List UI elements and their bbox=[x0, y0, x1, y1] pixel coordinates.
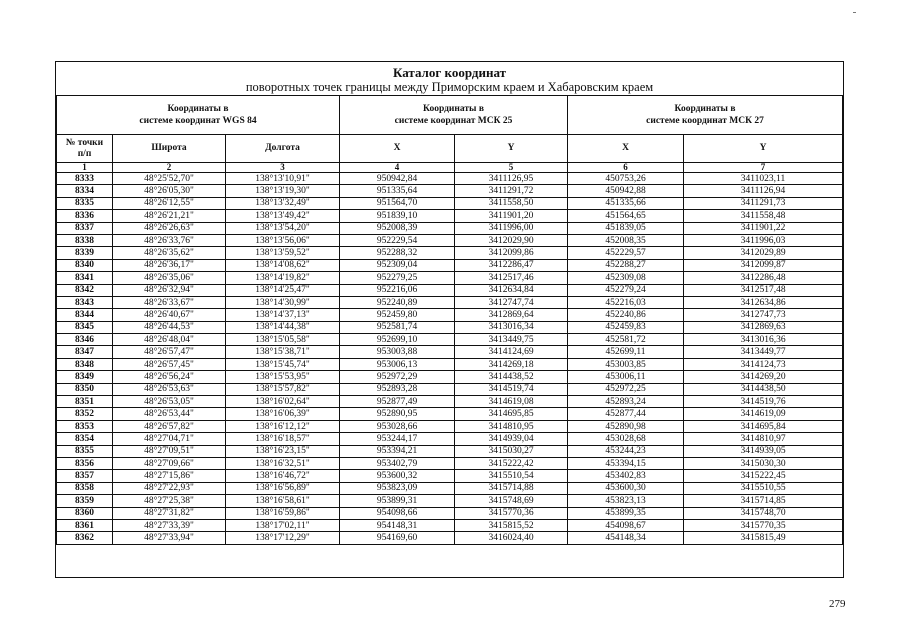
table-row bbox=[57, 334, 843, 346]
latitude-cell: 48°26'05,30" bbox=[113, 185, 226, 197]
x-msk27-cell: 452229,57 bbox=[568, 247, 684, 259]
system-header-wgs84: Координаты в системе координат WGS 84 bbox=[57, 96, 340, 135]
y-msk25-cell: 3414939,04 bbox=[455, 433, 568, 445]
x-msk25-cell: 952309,04 bbox=[340, 259, 455, 271]
table-row bbox=[57, 519, 843, 531]
x-msk25-cell: 952581,74 bbox=[340, 321, 455, 333]
column-header-y-msk27: Y bbox=[684, 135, 843, 163]
x-msk25-cell: 953003,88 bbox=[340, 346, 455, 358]
longitude-cell: 138°14'30,99" bbox=[226, 296, 340, 308]
y-msk27-cell: 3414519,76 bbox=[684, 396, 843, 408]
y-msk25-cell: 3412029,90 bbox=[455, 234, 568, 246]
y-msk25-cell: 3414810,95 bbox=[455, 420, 568, 432]
y-msk25-cell: 3411126,95 bbox=[455, 173, 568, 185]
y-msk27-cell: 3411996,03 bbox=[684, 234, 843, 246]
point-number-cell: 8358 bbox=[57, 482, 113, 494]
column-number-cell: 6 bbox=[568, 163, 684, 173]
table-row bbox=[57, 383, 843, 395]
point-number-cell: 8349 bbox=[57, 371, 113, 383]
longitude-cell: 138°15'05,58" bbox=[226, 334, 340, 346]
x-msk25-cell: 953823,09 bbox=[340, 482, 455, 494]
x-msk27-cell: 453402,83 bbox=[568, 470, 684, 482]
longitude-cell: 138°14'37,13" bbox=[226, 309, 340, 321]
latitude-cell: 48°26'35,62" bbox=[113, 247, 226, 259]
y-msk27-cell: 3415222,45 bbox=[684, 470, 843, 482]
longitude-cell: 138°16'18,57" bbox=[226, 433, 340, 445]
longitude-cell: 138°13'59,52" bbox=[226, 247, 340, 259]
longitude-cell: 138°16'46,72" bbox=[226, 470, 340, 482]
latitude-cell: 48°26'57,47" bbox=[113, 346, 226, 358]
x-msk27-cell: 453823,13 bbox=[568, 495, 684, 507]
x-msk25-cell: 952288,32 bbox=[340, 247, 455, 259]
x-msk27-cell: 453244,23 bbox=[568, 445, 684, 457]
longitude-cell: 138°16'58,61" bbox=[226, 495, 340, 507]
x-msk27-cell: 453003,85 bbox=[568, 358, 684, 370]
y-msk27-cell: 3415030,30 bbox=[684, 457, 843, 469]
y-msk25-cell: 3412286,47 bbox=[455, 259, 568, 271]
longitude-cell: 138°13'56,06" bbox=[226, 234, 340, 246]
point-number-cell: 8355 bbox=[57, 445, 113, 457]
x-msk27-cell: 453006,11 bbox=[568, 371, 684, 383]
x-msk27-cell: 452972,25 bbox=[568, 383, 684, 395]
y-msk27-cell: 3415714,85 bbox=[684, 495, 843, 507]
longitude-cell: 138°14'19,82" bbox=[226, 272, 340, 284]
table-row bbox=[57, 507, 843, 519]
longitude-cell: 138°16'56,89" bbox=[226, 482, 340, 494]
latitude-cell: 48°26'57,82" bbox=[113, 420, 226, 432]
point-number-cell: 8354 bbox=[57, 433, 113, 445]
column-number-cell: 4 bbox=[340, 163, 455, 173]
table-row bbox=[57, 457, 843, 469]
point-number-cell: 8351 bbox=[57, 396, 113, 408]
longitude-cell: 138°16'23,15" bbox=[226, 445, 340, 457]
longitude-cell: 138°14'44,38" bbox=[226, 321, 340, 333]
latitude-cell: 48°25'52,70" bbox=[113, 173, 226, 185]
x-msk27-cell: 454148,34 bbox=[568, 532, 684, 544]
y-msk25-cell: 3415030,27 bbox=[455, 445, 568, 457]
y-msk27-cell: 3412634,86 bbox=[684, 296, 843, 308]
y-msk25-cell: 3415748,69 bbox=[455, 495, 568, 507]
y-msk27-cell: 3414124,73 bbox=[684, 358, 843, 370]
table-row bbox=[57, 482, 843, 494]
longitude-cell: 138°16'12,12" bbox=[226, 420, 340, 432]
x-msk27-cell: 452008,35 bbox=[568, 234, 684, 246]
x-msk27-cell: 452890,98 bbox=[568, 420, 684, 432]
x-msk27-cell: 452877,44 bbox=[568, 408, 684, 420]
latitude-cell: 48°27'04,71" bbox=[113, 433, 226, 445]
table-row bbox=[57, 495, 843, 507]
x-msk25-cell: 953600,32 bbox=[340, 470, 455, 482]
latitude-cell: 48°26'48,04" bbox=[113, 334, 226, 346]
x-msk25-cell: 951564,70 bbox=[340, 197, 455, 209]
x-msk25-cell: 954098,66 bbox=[340, 507, 455, 519]
table-row bbox=[57, 272, 843, 284]
point-number-cell: 8357 bbox=[57, 470, 113, 482]
y-msk25-cell: 3415714,88 bbox=[455, 482, 568, 494]
point-number-cell: 8342 bbox=[57, 284, 113, 296]
y-msk25-cell: 3416024,40 bbox=[455, 532, 568, 544]
x-msk27-cell: 452581,72 bbox=[568, 334, 684, 346]
y-msk27-cell: 3414695,84 bbox=[684, 420, 843, 432]
x-msk25-cell: 953006,13 bbox=[340, 358, 455, 370]
x-msk27-cell: 451839,05 bbox=[568, 222, 684, 234]
x-msk27-cell: 452699,11 bbox=[568, 346, 684, 358]
x-msk25-cell: 951335,64 bbox=[340, 185, 455, 197]
latitude-cell: 48°26'53,05" bbox=[113, 396, 226, 408]
y-msk27-cell: 3411023,11 bbox=[684, 173, 843, 185]
y-msk25-cell: 3412869,64 bbox=[455, 309, 568, 321]
y-msk27-cell: 3412099,87 bbox=[684, 259, 843, 271]
x-msk25-cell: 951839,10 bbox=[340, 210, 455, 222]
x-msk27-cell: 451335,66 bbox=[568, 197, 684, 209]
system-header-msk27: Координаты в системе координат МСК 27 bbox=[568, 96, 843, 135]
x-msk27-cell: 452288,27 bbox=[568, 259, 684, 271]
point-number-cell: 8359 bbox=[57, 495, 113, 507]
x-msk25-cell: 953899,31 bbox=[340, 495, 455, 507]
latitude-cell: 48°26'57,45" bbox=[113, 358, 226, 370]
y-msk27-cell: 3411558,48 bbox=[684, 210, 843, 222]
y-msk25-cell: 3411901,20 bbox=[455, 210, 568, 222]
table-row bbox=[57, 358, 843, 370]
y-msk27-cell: 3412286,48 bbox=[684, 272, 843, 284]
table-row bbox=[57, 185, 843, 197]
point-number-cell: 8361 bbox=[57, 519, 113, 531]
latitude-cell: 48°26'44,53" bbox=[113, 321, 226, 333]
table-row bbox=[57, 396, 843, 408]
point-number-cell: 8348 bbox=[57, 358, 113, 370]
x-msk27-cell: 450753,26 bbox=[568, 173, 684, 185]
catalog-title-block bbox=[57, 62, 843, 96]
column-number-cell: 3 bbox=[226, 163, 340, 173]
x-msk27-cell: 453600,30 bbox=[568, 482, 684, 494]
system-header-msk25: Координаты в системе координат МСК 25 bbox=[340, 96, 568, 135]
table-row bbox=[57, 433, 843, 445]
y-msk25-cell: 3414269,18 bbox=[455, 358, 568, 370]
x-msk25-cell: 953402,79 bbox=[340, 457, 455, 469]
latitude-cell: 48°26'21,21" bbox=[113, 210, 226, 222]
longitude-cell: 138°15'57,82" bbox=[226, 383, 340, 395]
column-header-latitude: Широта bbox=[113, 135, 226, 163]
x-msk25-cell: 952972,29 bbox=[340, 371, 455, 383]
longitude-cell: 138°16'32,51" bbox=[226, 457, 340, 469]
point-number-cell: 8353 bbox=[57, 420, 113, 432]
latitude-cell: 48°26'33,67" bbox=[113, 296, 226, 308]
y-msk27-cell: 3412029,89 bbox=[684, 247, 843, 259]
point-number-cell: 8350 bbox=[57, 383, 113, 395]
x-msk27-cell: 454098,67 bbox=[568, 519, 684, 531]
latitude-cell: 48°26'56,24" bbox=[113, 371, 226, 383]
x-msk25-cell: 954169,60 bbox=[340, 532, 455, 544]
latitude-cell: 48°27'15,86" bbox=[113, 470, 226, 482]
longitude-cell: 138°13'49,42" bbox=[226, 210, 340, 222]
y-msk27-cell: 3411901,22 bbox=[684, 222, 843, 234]
y-msk27-cell: 3411291,73 bbox=[684, 197, 843, 209]
column-header-point: № точки п/п bbox=[57, 135, 113, 163]
point-number-cell: 8362 bbox=[57, 532, 113, 544]
table-row bbox=[57, 234, 843, 246]
y-msk25-cell: 3414695,85 bbox=[455, 408, 568, 420]
column-header-longitude: Долгота bbox=[226, 135, 340, 163]
coordinate-catalog bbox=[55, 61, 844, 578]
point-number-cell: 8333 bbox=[57, 173, 113, 185]
y-msk27-cell: 3414269,20 bbox=[684, 371, 843, 383]
point-number-cell: 8344 bbox=[57, 309, 113, 321]
x-msk27-cell: 452279,24 bbox=[568, 284, 684, 296]
latitude-cell: 48°26'35,06" bbox=[113, 272, 226, 284]
table-row bbox=[57, 470, 843, 482]
y-msk27-cell: 3412747,73 bbox=[684, 309, 843, 321]
x-msk27-cell: 453899,35 bbox=[568, 507, 684, 519]
point-number-cell: 8347 bbox=[57, 346, 113, 358]
table-body bbox=[57, 173, 843, 545]
point-number-cell: 8341 bbox=[57, 272, 113, 284]
y-msk25-cell: 3415770,36 bbox=[455, 507, 568, 519]
x-msk27-cell: 452240,86 bbox=[568, 309, 684, 321]
longitude-cell: 138°13'32,49" bbox=[226, 197, 340, 209]
x-msk25-cell: 954148,31 bbox=[340, 519, 455, 531]
y-msk25-cell: 3414124,69 bbox=[455, 346, 568, 358]
y-msk27-cell: 3415748,70 bbox=[684, 507, 843, 519]
y-msk25-cell: 3415815,52 bbox=[455, 519, 568, 531]
x-msk25-cell: 952216,06 bbox=[340, 284, 455, 296]
y-msk25-cell: 3411558,50 bbox=[455, 197, 568, 209]
x-msk27-cell: 452309,08 bbox=[568, 272, 684, 284]
latitude-cell: 48°26'33,76" bbox=[113, 234, 226, 246]
x-msk27-cell: 452893,24 bbox=[568, 396, 684, 408]
y-msk25-cell: 3413449,75 bbox=[455, 334, 568, 346]
y-msk27-cell: 3412517,48 bbox=[684, 284, 843, 296]
table-row bbox=[57, 408, 843, 420]
column-header-x-msk27: X bbox=[568, 135, 684, 163]
point-number-cell: 8338 bbox=[57, 234, 113, 246]
point-number-cell: 8336 bbox=[57, 210, 113, 222]
table-row bbox=[57, 532, 843, 544]
longitude-cell: 138°16'59,86" bbox=[226, 507, 340, 519]
longitude-cell: 138°13'19,30" bbox=[226, 185, 340, 197]
y-msk27-cell: 3413449,77 bbox=[684, 346, 843, 358]
point-number-cell: 8335 bbox=[57, 197, 113, 209]
catalog-table bbox=[56, 62, 843, 545]
latitude-cell: 48°27'33,39" bbox=[113, 519, 226, 531]
longitude-cell: 138°14'08,62" bbox=[226, 259, 340, 271]
longitude-cell: 138°13'10,91" bbox=[226, 173, 340, 185]
x-msk25-cell: 952229,54 bbox=[340, 234, 455, 246]
point-number-cell: 8334 bbox=[57, 185, 113, 197]
latitude-cell: 48°26'26,63" bbox=[113, 222, 226, 234]
table-row bbox=[57, 210, 843, 222]
catalog-subtitle: поворотных точек границы между Приморским краем и Хабаровским краем bbox=[245, 79, 654, 94]
point-number-cell: 8345 bbox=[57, 321, 113, 333]
longitude-cell: 138°14'25,47" bbox=[226, 284, 340, 296]
table-row bbox=[57, 296, 843, 308]
point-number-cell: 8339 bbox=[57, 247, 113, 259]
x-msk25-cell: 952240,89 bbox=[340, 296, 455, 308]
table-row bbox=[57, 445, 843, 457]
latitude-cell: 48°27'09,51" bbox=[113, 445, 226, 457]
latitude-cell: 48°27'09,66" bbox=[113, 457, 226, 469]
column-number-cell: 7 bbox=[684, 163, 843, 173]
x-msk27-cell: 452459,83 bbox=[568, 321, 684, 333]
table-row bbox=[57, 420, 843, 432]
x-msk27-cell: 453028,68 bbox=[568, 433, 684, 445]
longitude-cell: 138°16'02,64" bbox=[226, 396, 340, 408]
x-msk25-cell: 952279,25 bbox=[340, 272, 455, 284]
y-msk27-cell: 3414810,97 bbox=[684, 433, 843, 445]
x-msk25-cell: 952890,95 bbox=[340, 408, 455, 420]
x-msk25-cell: 953244,17 bbox=[340, 433, 455, 445]
table-row bbox=[57, 284, 843, 296]
latitude-cell: 48°27'22,93" bbox=[113, 482, 226, 494]
table-row bbox=[57, 222, 843, 234]
latitude-cell: 48°27'25,38" bbox=[113, 495, 226, 507]
latitude-cell: 48°26'12,55" bbox=[113, 197, 226, 209]
x-msk25-cell: 952699,10 bbox=[340, 334, 455, 346]
latitude-cell: 48°26'53,63" bbox=[113, 383, 226, 395]
y-msk25-cell: 3415510,54 bbox=[455, 470, 568, 482]
corner-mark bbox=[853, 12, 856, 13]
table-row bbox=[57, 309, 843, 321]
table-row bbox=[57, 247, 843, 259]
y-msk25-cell: 3412099,86 bbox=[455, 247, 568, 259]
x-msk27-cell: 451564,65 bbox=[568, 210, 684, 222]
table-row bbox=[57, 371, 843, 383]
page-number: 279 bbox=[829, 598, 846, 610]
x-msk25-cell: 952877,49 bbox=[340, 396, 455, 408]
y-msk27-cell: 3414619,09 bbox=[684, 408, 843, 420]
y-msk25-cell: 3412747,74 bbox=[455, 296, 568, 308]
table-row bbox=[57, 259, 843, 271]
y-msk25-cell: 3414519,74 bbox=[455, 383, 568, 395]
table-row bbox=[57, 173, 843, 185]
column-header-x-msk25: X bbox=[340, 135, 455, 163]
point-number-cell: 8360 bbox=[57, 507, 113, 519]
column-number-row bbox=[57, 163, 843, 173]
y-msk27-cell: 3415510,55 bbox=[684, 482, 843, 494]
x-msk25-cell: 950942,84 bbox=[340, 173, 455, 185]
y-msk27-cell: 3414939,05 bbox=[684, 445, 843, 457]
longitude-cell: 138°15'38,71" bbox=[226, 346, 340, 358]
y-msk27-cell: 3415815,49 bbox=[684, 532, 843, 544]
y-msk27-cell: 3415770,35 bbox=[684, 519, 843, 531]
y-msk25-cell: 3413016,34 bbox=[455, 321, 568, 333]
x-msk25-cell: 953028,66 bbox=[340, 420, 455, 432]
point-number-cell: 8356 bbox=[57, 457, 113, 469]
point-number-cell: 8337 bbox=[57, 222, 113, 234]
table-row bbox=[57, 346, 843, 358]
y-msk25-cell: 3411996,00 bbox=[455, 222, 568, 234]
table-row bbox=[57, 321, 843, 333]
point-number-cell: 8340 bbox=[57, 259, 113, 271]
y-msk27-cell: 3413016,36 bbox=[684, 334, 843, 346]
column-header-y-msk25: Y bbox=[455, 135, 568, 163]
x-msk25-cell: 952008,39 bbox=[340, 222, 455, 234]
x-msk27-cell: 450942,88 bbox=[568, 185, 684, 197]
catalog-title: Каталог координат bbox=[392, 64, 506, 80]
x-msk27-cell: 452216,03 bbox=[568, 296, 684, 308]
y-msk25-cell: 3414619,08 bbox=[455, 396, 568, 408]
latitude-cell: 48°27'31,82" bbox=[113, 507, 226, 519]
latitude-cell: 48°26'40,67" bbox=[113, 309, 226, 321]
y-msk25-cell: 3415222,42 bbox=[455, 457, 568, 469]
y-msk25-cell: 3412634,84 bbox=[455, 284, 568, 296]
longitude-cell: 138°15'53,95" bbox=[226, 371, 340, 383]
latitude-cell: 48°26'53,44" bbox=[113, 408, 226, 420]
column-number-cell: 2 bbox=[113, 163, 226, 173]
longitude-cell: 138°13'54,20" bbox=[226, 222, 340, 234]
point-number-cell: 8346 bbox=[57, 334, 113, 346]
y-msk25-cell: 3411291,72 bbox=[455, 185, 568, 197]
point-number-cell: 8352 bbox=[57, 408, 113, 420]
y-msk27-cell: 3414438,50 bbox=[684, 383, 843, 395]
y-msk27-cell: 3412869,63 bbox=[684, 321, 843, 333]
y-msk27-cell: 3411126,94 bbox=[684, 185, 843, 197]
longitude-cell: 138°16'06,39" bbox=[226, 408, 340, 420]
table-row bbox=[57, 197, 843, 209]
column-number-cell: 1 bbox=[57, 163, 113, 173]
latitude-cell: 48°26'32,94" bbox=[113, 284, 226, 296]
longitude-cell: 138°17'02,11" bbox=[226, 519, 340, 531]
latitude-cell: 48°26'36,17" bbox=[113, 259, 226, 271]
longitude-cell: 138°17'12,29" bbox=[226, 532, 340, 544]
y-msk25-cell: 3414438,52 bbox=[455, 371, 568, 383]
x-msk25-cell: 952893,28 bbox=[340, 383, 455, 395]
x-msk25-cell: 952459,80 bbox=[340, 309, 455, 321]
latitude-cell: 48°27'33,94" bbox=[113, 532, 226, 544]
column-number-cell: 5 bbox=[455, 163, 568, 173]
x-msk27-cell: 453394,15 bbox=[568, 457, 684, 469]
point-number-cell: 8343 bbox=[57, 296, 113, 308]
longitude-cell: 138°15'45,74" bbox=[226, 358, 340, 370]
y-msk25-cell: 3412517,46 bbox=[455, 272, 568, 284]
x-msk25-cell: 953394,21 bbox=[340, 445, 455, 457]
